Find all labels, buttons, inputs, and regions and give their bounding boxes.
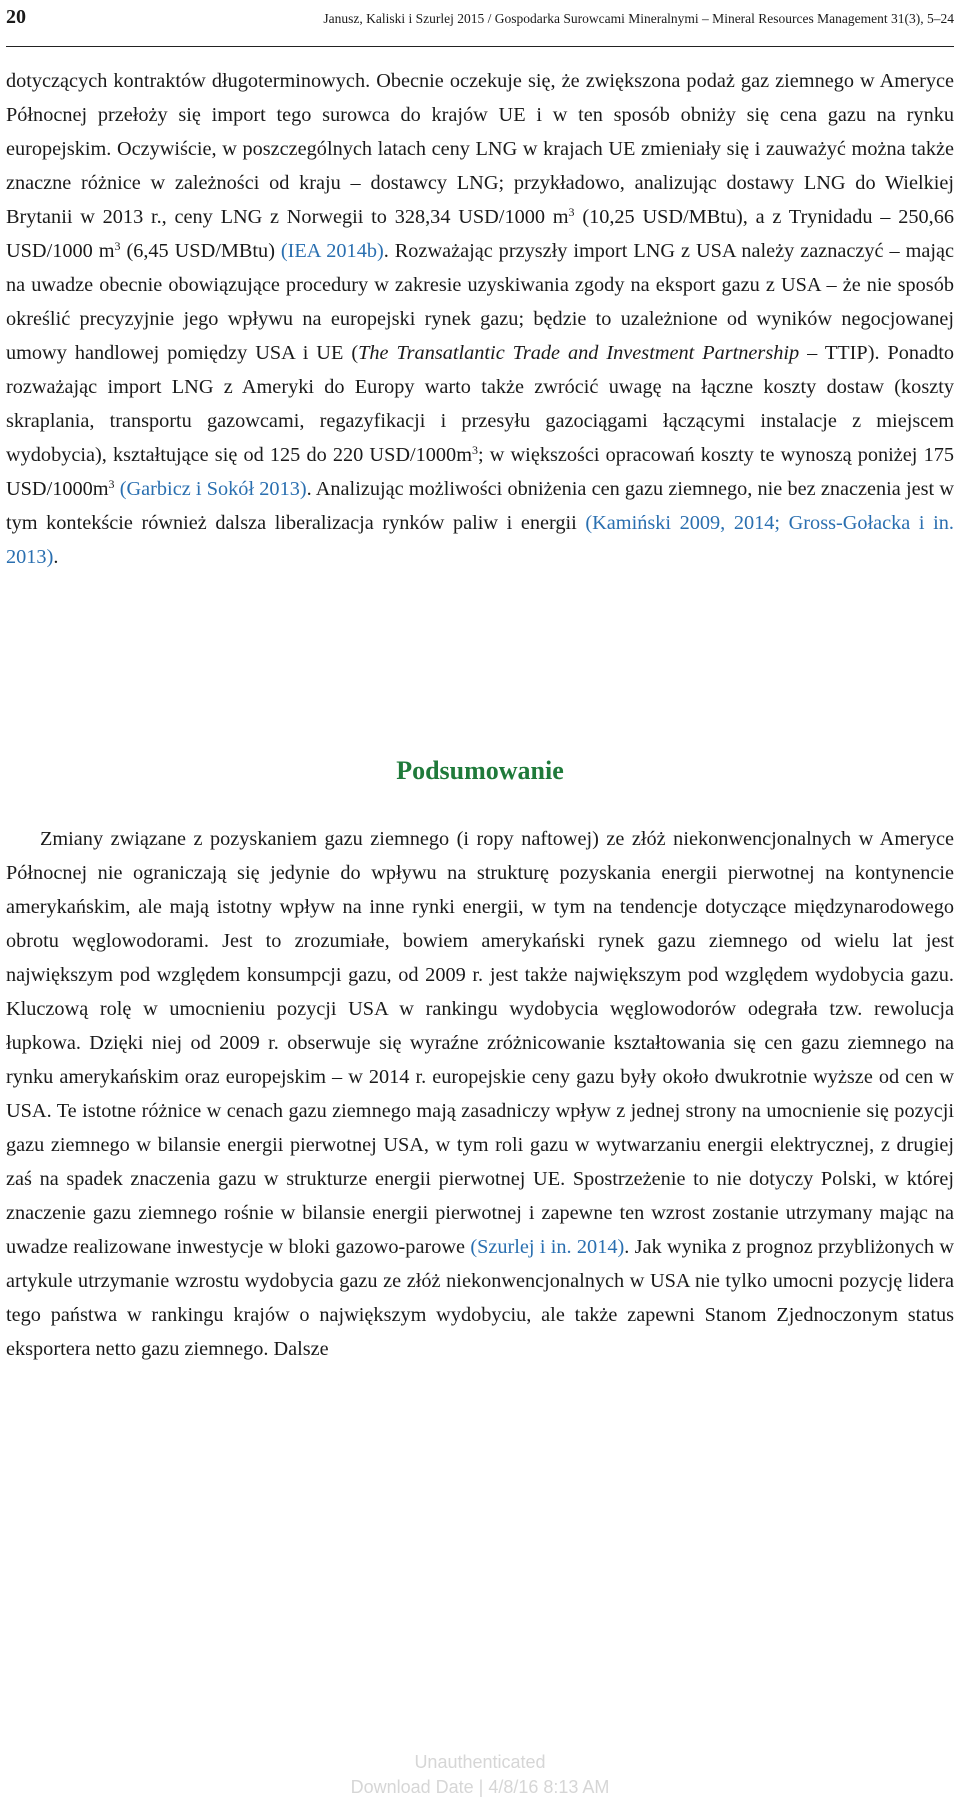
watermark — [0, 1750, 960, 1800]
running-head: Janusz, Kaliski i Szurlej 2015 / Gospodarka Surowcami Mineralnymi – Mineral Resources Management 31(3), 5–24 — [323, 11, 954, 26]
paragraph-text: . Analizując możliwości obniżenia cen gazu ziemnego, nie bez znaczenia jest w tym kontekście również dalsza liberalizacja rynków paliw i energii — [6, 478, 954, 534]
citation-link[interactable]: (Garbicz i Sokół 2013) — [119, 478, 307, 500]
section-title: Podsumowanie — [396, 756, 564, 785]
paragraph-text: dotyczących kontraktów długoterminowych. Obecnie oczekuje się, że zwiększona podaż gaz ziemnego w Ameryce Północnej przełoży się import tego surowca do krajów UE i w ten sposób obniży się cena gazu na rynku europejskim. Oczywiście, w poszczególnych latach ceny LNG w krajach UE zmieniały się i zauważyć można także znaczne różnice w zależności od kraju – dostawcy LNG; przykładowo, analizując dostawy LNG do Wielkiej Brytanii w 2013 r., ceny LNG z Norwegii to 328,34 USD/1000 m — [6, 70, 954, 228]
header-rule — [6, 46, 954, 47]
paragraph-text: . — [53, 546, 59, 568]
italic-text: The Transatlantic Trade and Investment Partnership — [358, 342, 800, 364]
paragraph-text: (10,25 USD/MBtu), a z Trynidadu – 250,66 USD/1000 m — [6, 206, 954, 262]
paragraph-text: . Rozważając przyszły import LNG z USA należy zaznaczyć – mając na uwadze obecnie obowiązujące procedury w zakresie uzyskiwania zgody na eksport gazu z USA – że nie sposób określić precyzyjnie jego wpływu na europejski rynek gazu; będzie to uzależnione od wyników negocjowanej umowy handlowej pomiędzy USA i UE ( — [6, 240, 954, 364]
paragraph-text: – TTIP). Ponadto rozważając import LNG z Ameryki do Europy warto także zwrócić uwagę na łączne koszty dostaw (koszty skraplania, transportu gazowcami, regazyfikacji i przesyłu gazociągami łączącymi instalacje z miejscem wydobycia), kształtujące się od 125 do 220 USD/1000m — [6, 342, 954, 466]
watermark-line: Unauthenticated — [414, 1752, 546, 1772]
citation-link[interactable]: (IEA 2014b) — [280, 240, 384, 262]
superscript: 3 — [114, 239, 121, 253]
paragraph-text: ; w większości opracowań koszty te wynoszą poniżej 175 USD/1000m — [6, 444, 954, 500]
paragraph-text: (6,45 USD/MBtu) — [120, 240, 281, 262]
superscript: 3 — [471, 443, 478, 457]
paragraph-1 — [6, 64, 954, 574]
superscript: 3 — [108, 477, 115, 491]
citation-link[interactable]: (Kamiński 2009, 2014; Gross-Gołacka i in. 2013) — [6, 512, 954, 568]
paragraph-text: . Jak wynika z prognoz przybliżonych w artykule utrzymanie wzrostu wydobycia gazu ze złóż niekonwencjonalnych w USA nie tylko umocni pozycję lidera tego państwa w rankingu krajów o największym wydobyciu, ale także zapewni Stanom Zjednoczonym status eksportera netto gazu ziemnego. Dalsze — [6, 1236, 954, 1360]
watermark-line: Download Date | 4/8/16 8:13 AM — [350, 1777, 610, 1797]
superscript: 3 — [568, 205, 575, 219]
citation-link[interactable]: (Szurlej i in. 2014) — [470, 1236, 625, 1258]
paragraph-text: Zmiany związane z pozyskaniem gazu ziemnego (i ropy naftowej) ze złóż niekonwencjonalnych w Ameryce Północnej nie ograniczają się jedynie do wpływu na strukturę pozyskania energii pierwotnej na kontynencie amerykańskim, ale mają istotny wpływ na inne rynki energii, w tym na tendencje dotyczące międzynarodowego obrotu węglowodorami. Jest to zrozumiałe, bowiem amerykański rynek gazu ziemnego od wielu lat jest największym pod względem konsumpcji gazu, od 2009 r. jest także największym pod względem wydobycia gazu. Kluczową rolę w umocnieniu pozycji USA w rankingu wydobycia węglowodorów odegrała tzw. rewolucja łupkowa. Dzięki niej od 2009 r. obserwuje się wyraźne zróżnicowanie kształtowania się cen gazu ziemnego na rynku amerykańskim oraz europejskim – w 2014 r. europejskie ceny gazu były około dwukrotnie wyższe od cen w USA. Te istotne różnice w cenach gazu ziemnego mają zasadniczy wpływ z jednej strony na umocnienie się pozycji gazu ziemnego w bilansie energii pierwotnej USA, w tym roli gazu w wytwarzaniu energii elektrycznej, z drugiej zaś na spadek znaczenia gazu w strukturze energii pierwotnej UE. Spostrzeżenie to nie dotyczy Polski, w której znaczenie gazu ziemnego rośnie w bilansie energii pierwotnej i zapewne ten wzrost zostanie utrzymany mając na uwadze realizowane inwestycje w bloki gazowo-parowe — [6, 828, 954, 1258]
page-number: 20 — [6, 6, 26, 28]
page-header — [6, 6, 954, 36]
paragraph-2 — [6, 822, 954, 1366]
